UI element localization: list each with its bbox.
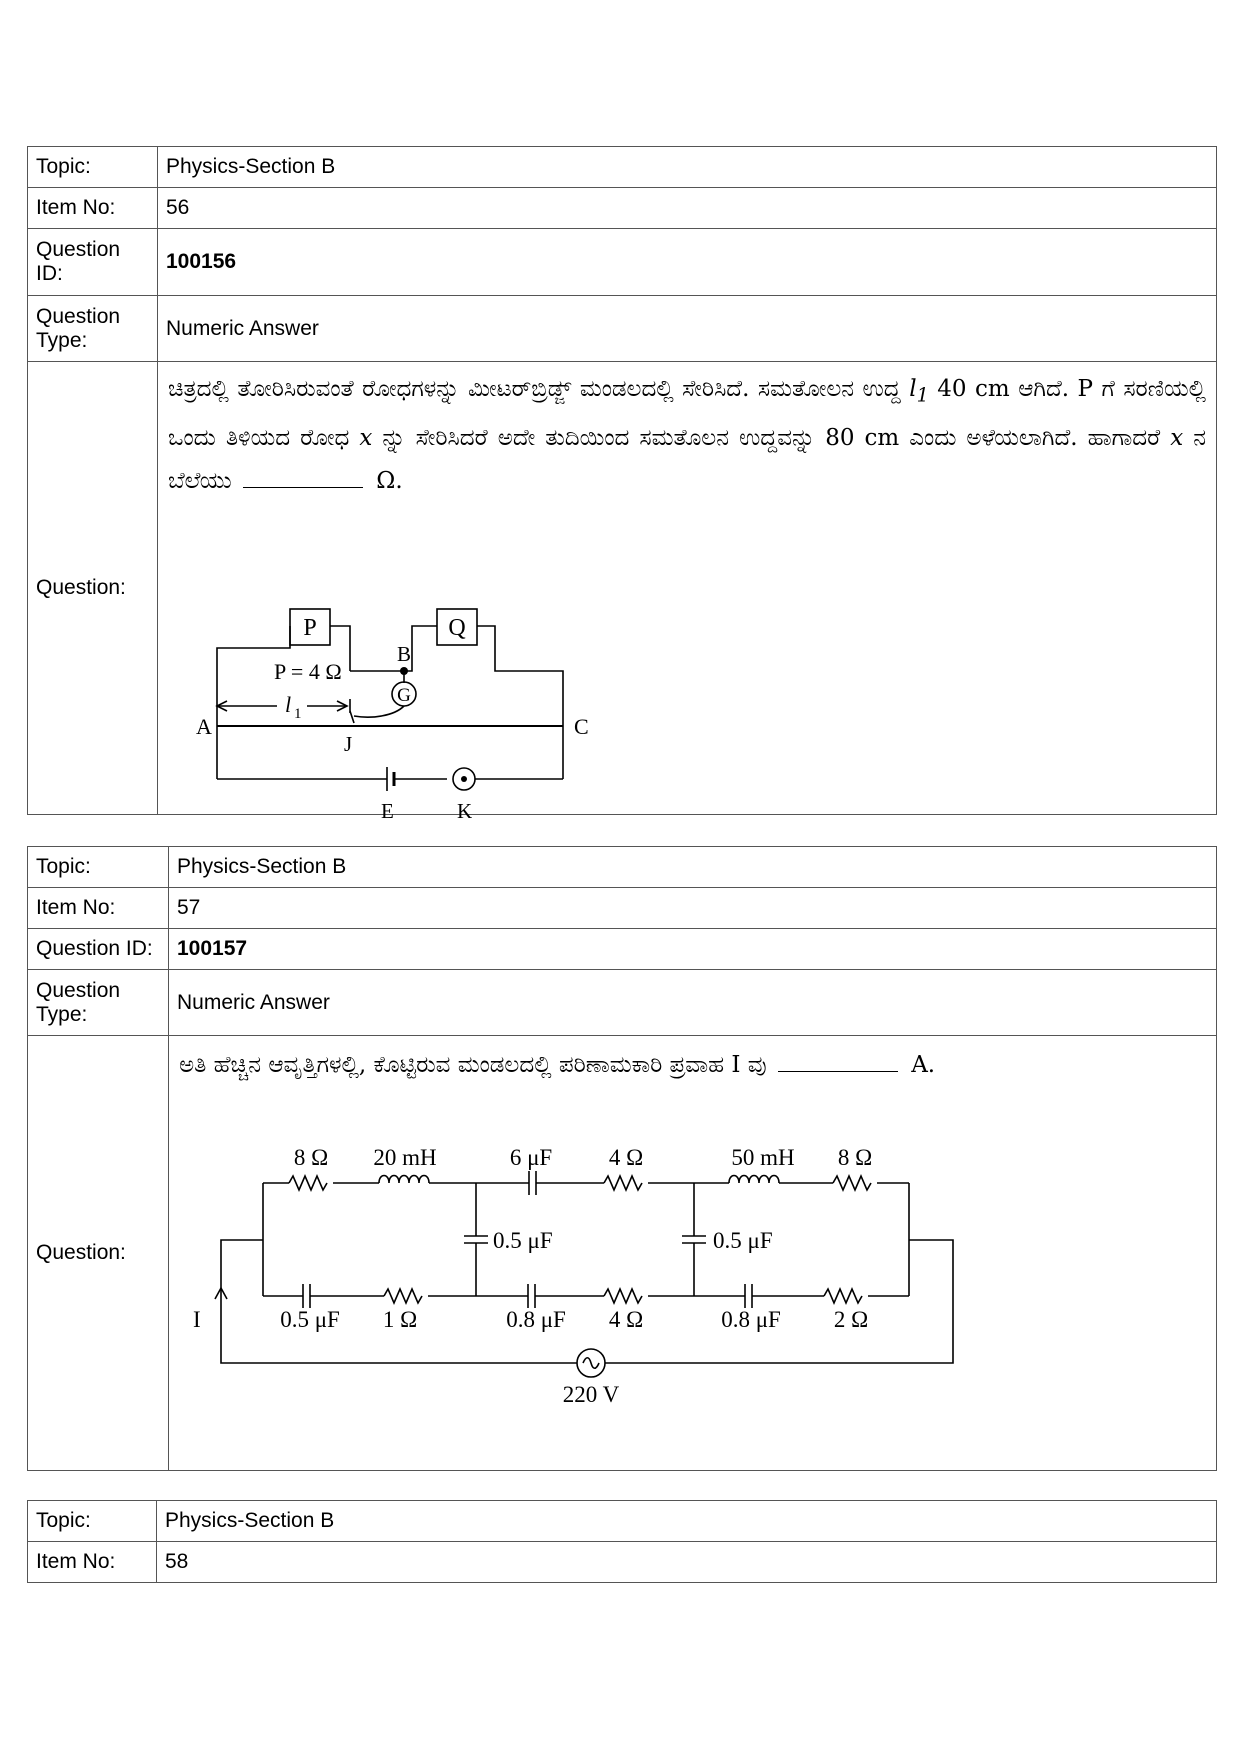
p-value-label: P = 4 Ω: [274, 658, 342, 684]
unknown-resistance-symbol: x: [359, 424, 373, 451]
point-a-label: A: [196, 713, 212, 739]
topic-value: Physics-Section B: [157, 1501, 1217, 1542]
question-id-label: [28, 229, 158, 296]
ac-source-label: 220 V: [562, 1382, 620, 1407]
question-table-58: [27, 1500, 1217, 1583]
topic-value: Physics-Section B: [158, 147, 1217, 188]
answer-unit: A.: [911, 1052, 936, 1078]
question-type-label: [28, 296, 158, 362]
question-type-label: [28, 970, 169, 1036]
question-id-label-line1: Question: [36, 238, 121, 261]
item-no-label: Item No:: [28, 888, 169, 929]
capacitor-bottom1-label: 0.5 μF: [280, 1307, 340, 1332]
question-table-57: [27, 846, 1217, 1471]
jockey-j-label: J: [344, 731, 353, 756]
resistor-q-label: Q: [448, 614, 466, 641]
question-type-label-line2: Type:: [36, 1002, 88, 1026]
resistor-p-label: P: [303, 614, 317, 641]
galvanometer-label: G: [397, 684, 411, 706]
question-label: Question:: [28, 362, 158, 815]
ac-circuit-diagram: [179, 1113, 1059, 1433]
question-text: [175, 1036, 1210, 1087]
meter-bridge-diagram: [182, 551, 602, 823]
item-no-value: 57: [169, 888, 1217, 929]
item-no-label: Item No:: [28, 188, 158, 229]
question-body: [169, 1036, 1217, 1471]
resistor-8ohm-label: 8 Ω: [293, 1145, 329, 1170]
answer-unit: Ω.: [376, 467, 403, 494]
key-k-label: K: [457, 798, 473, 823]
inductor-20mh-label: 20 mH: [373, 1145, 437, 1170]
question-type-value: Numeric Answer: [169, 970, 1217, 1036]
capacitor-mid2-label: 0.5 μF: [713, 1228, 773, 1253]
resistor-8ohm-2-label: 8 Ω: [837, 1145, 873, 1170]
capacitor-mid1-label: 0.5 μF: [493, 1228, 553, 1253]
item-no-value: 56: [158, 188, 1217, 229]
question-type-label-line1: Question: [36, 304, 121, 328]
question-text: [164, 362, 1210, 503]
question-id-label: Question ID:: [28, 929, 169, 970]
question-type-label-line1: Question: [36, 978, 121, 1002]
question-table-56: [27, 146, 1217, 823]
resistor-bottom2-label: 4 Ω: [608, 1307, 644, 1332]
question-type-value: Numeric Answer: [158, 296, 1217, 362]
capacitor-6uf-label: 6 μF: [509, 1145, 553, 1170]
question-body: [158, 362, 1217, 823]
unknown-resistance-symbol-2: x: [1170, 424, 1184, 451]
balance-length-symbol: $l_1$: [909, 376, 929, 407]
question-text-part4: ನ ಬೆಲೆಯು: [168, 424, 1207, 494]
inductor-50mh-label: 50 mH: [731, 1145, 795, 1170]
answer-blank: [778, 1051, 898, 1072]
question-id-value: 100156: [158, 229, 1217, 296]
resistor-bottom1-label: 1 Ω: [382, 1307, 418, 1332]
question-text-part2: 40 cm ಆಗಿದೆ. P ಗೆ ಸರಣಿಯಲ್ಲಿ ಒಂದು ತಿಳಿಯದ ರೋಧ: [168, 376, 1207, 451]
resistor-bottom3-label: 2 Ω: [833, 1307, 869, 1332]
answer-blank: [243, 467, 363, 488]
topic-label: Topic:: [28, 1501, 157, 1542]
question-label: Question:: [28, 1036, 169, 1471]
current-i-label: I: [193, 1307, 201, 1332]
question-text-main: ಅತಿ ಹೆಚ್ಚಿನ ಆವೃತ್ತಿಗಳಲ್ಲಿ, ಕೊಟ್ಟಿರುವ ಮಂಡಲದಲ್ಲಿ ಪರಿಣಾಮಕಾರಿ ಪ್ರವಾಹ I ವು: [179, 1052, 767, 1078]
capacitor-bottom2-label: 0.8 μF: [506, 1307, 566, 1332]
resistor-4ohm-label: 4 Ω: [608, 1145, 644, 1170]
topic-value: Physics-Section B: [169, 847, 1217, 888]
question-text-part1: ಚಿತ್ರದಲ್ಲಿ ತೋರಿಸಿರುವಂತೆ ರೋಧಗಳನ್ನು ಮೀಟರ್‌ಬ್ರಿಡ್ಜ್ ಮಂಡಲದಲ್ಲಿ ಸೇರಿಸಿದೆ. ಸಮತೋಲನ ಉದ್ದ: [168, 376, 901, 402]
topic-label: Topic:: [28, 147, 158, 188]
question-type-label-line2: Type:: [36, 328, 88, 352]
question-id-value: 100157: [169, 929, 1217, 970]
question-id-label-line2: ID:: [36, 262, 63, 285]
l1-label: l: [285, 691, 292, 717]
cell-e-label: E: [381, 798, 394, 823]
topic-label: Topic:: [28, 847, 169, 888]
item-no-value: 58: [157, 1542, 1217, 1583]
point-c-label: C: [574, 713, 589, 739]
l1-subscript: 1: [294, 705, 302, 722]
item-no-label: Item No:: [28, 1542, 157, 1583]
question-text-part3: ನ್ನು ಸೇರಿಸಿದರೆ ಅದೇ ತುದಿಯಿಂದ ಸಮತೊಲನ ಉದ್ದವನ್ನು 80 cm ಎಂದು ಅಳೆಯಲಾಗಿದೆ. ಹಾಗಾದರೆ: [382, 424, 1161, 451]
capacitor-bottom3-label: 0.8 μF: [721, 1307, 781, 1332]
point-b-label: B: [396, 641, 412, 666]
